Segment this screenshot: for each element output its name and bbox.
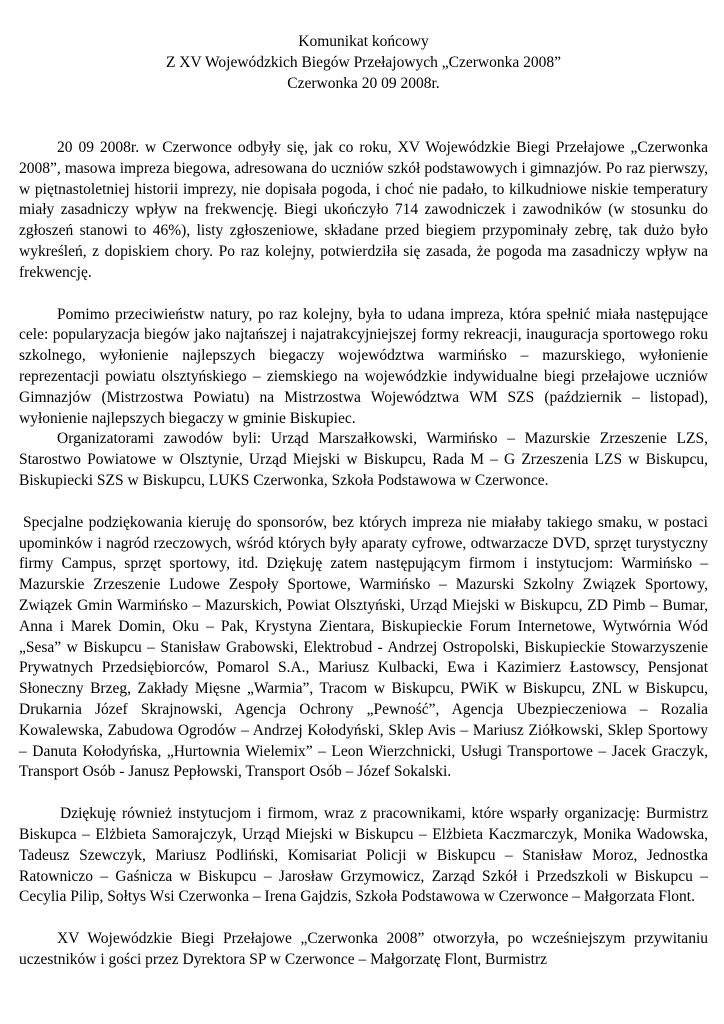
paragraph-goals: Pomimo przeciwieństw natury, po raz kolejny, była to udana impreza, która spełnić miała następujące cele: popularyzacja biegów jako najtańszej i najatrakcyjniejszej formy rekreacji, inauguracja sportowego roku szkolnego, wyłonienie najlepszych biegaczy województwa warmińsko – mazurskiego, wyłonienie reprezentacji powiatu olsztyńskiego – ziemskiego na wojewódzkie indywidualne biegi przełajowe uczniów Gimnazjów (Mistrzostwa Powiatu) na Mistrzostwa Województwa WM SZS (październik – listopad), wyłonienie najlepszych biegaczy w gminie Biskupiec. — [19, 305, 708, 427]
paragraph-organizers: Organizatorami zawodów byli: Urząd Marszałkowski, Warmińsko – Mazurskie Zrzeszenie LZS, Starostwo Powiatowe w Olsztynie, Urząd Miejski w Biskupcu, Rada M – G Zrzeszenia LZS w Biskupcu, Biskupiecki SZS w Biskupcu, LUKS Czerwonka, Szkoła Podstawowa w Czerwonce. — [19, 430, 708, 489]
header-place-date: Czerwonka 20 09 2008r. — [287, 75, 440, 92]
header-title: Komunikat końcowy — [298, 33, 429, 50]
paragraph-thanks: Dziękuję również instytucjom i firmom, wraz z pracownikami, które wsparły organizację: Burmistrz Biskupca – Elżbieta Samorajczyk, Urząd Miejski w Biskupcu – Elżbieta Kaczmarczyk, Monika Wadowska, Tadeusz Szewczyk, Mariusz Podliński, Komisariat Policji w Biskupcu – Stanisław Moroz, Jednostka Ratowniczo – Gaśnicza w Biskupcu – Jarosław Grzymowicz, Zarząd Szkół i Przedszkoli w Biskupcu – Cecylia Pilip, Sołtys Wsi Czerwonka – Irena Gajdzis, Szkoła Podstawowa w Czerwonce – Małgorzata Flont. — [19, 805, 708, 906]
paragraph-opening: XV Wojewódzkie Biegi Przełajowe „Czerwonka 2008” otworzyła, po wcześniejszym przywitaniu uczestników i gości przez Dyrektora SP w Czerwonce – Małgorzatę Flont, Burmistrz — [19, 930, 708, 968]
header-event-name: Z XV Wojewódzkich Biegów Przełajowych „Czerwonka 2008” — [165, 54, 562, 71]
paragraph-intro: 20 09 2008r. w Czerwonce odbyły się, jak co roku, XV Wojewódzkie Biegi Przełajowe „Czerwonka 2008”, masowa impreza biegowa, adresowana do uczniów szkół podstawowych i gimnazjów. Po raz pierwszy, w piętnastoletniej historii imprezy, nie dopisała pogoda, i choć nie padało, to kilkudniowe niskie temperatury miały zasadniczy wpływ na frekwencję. Biegi ukończyło 714 zawodniczek i zawodników (w stosunku do zgłoszeń stanowi to 46%), listy zgłoszeniowe, składane przed biegiem przypominały zebrę, tak dużo było wykreśleń, z dopiskiem chory. Po raz kolejny, potwierdziła się zasada, że pogoda ma zasadniczy wpływ na frekwencję. — [19, 139, 708, 281]
paragraph-sponsors: Specjalne podziękowania kieruję do sponsorów, bez których impreza nie miałaby takiego smaku, w postaci upominków i nagród rzeczowych, wśród których były aparaty cyfrowe, odtwarzacze DVD, sprzęt turystyczny firmy Campus, sprzęt sportowy, itd. Dziękuję zatem następującym firmom i instytucjom: Warmińsko – Mazurskie Zrzeszenie Ludowe Zespoły Sportowe, Warmińsko – Mazurski Szkolny Związek Sportowy, Związek Gmin Warmińsko – Mazurskich, Powiat Olsztyński, Urząd Miejski w Biskupcu, ZD Pimb – Bumar, Anna i Marek Domin, Oku – Pak, Krystyna Zientara, Biskupieckie Forum Internetowe, Wytwórnia Wód „Sesa” w Biskupcu – Stanisław Grabowski, Elektrobud - Andrzej Ostropolski, Biskupieckie Stowarzyszenie Prywatnych Przedsiębiorców, Pomarol S.A., Mariusz Kulbacki, Ewa i Kazimierz Łastowscy, Pensjonat Słoneczny Brzeg, Zakłady Mięsne „Warmia”, Tracom w Biskupcu, PWiK w Biskupcu, ZNL w Biskupcu, Drukarnia Józef Skrajnowski, Agencja Ochrony „Pewność”, Agencja Ubezpieczeniowa – Rozalia Kowalewska, Zabudowa Ogrodów – Andrzej Kołodyński, Sklep Avis – Mariusz Ziółkowski, Sklep Sportowy – Danuta Kołodyńska, „Hurtownia Wielemix” – Leon Wierzchnicki, Usługi Transportowe – Jacek Graczyk, Transport Osób - Janusz Pepłowski, Transport Osób – Józef Sokalski. — [19, 513, 708, 781]
document-header — [19, 31, 708, 94]
document-page — [19, 31, 708, 971]
